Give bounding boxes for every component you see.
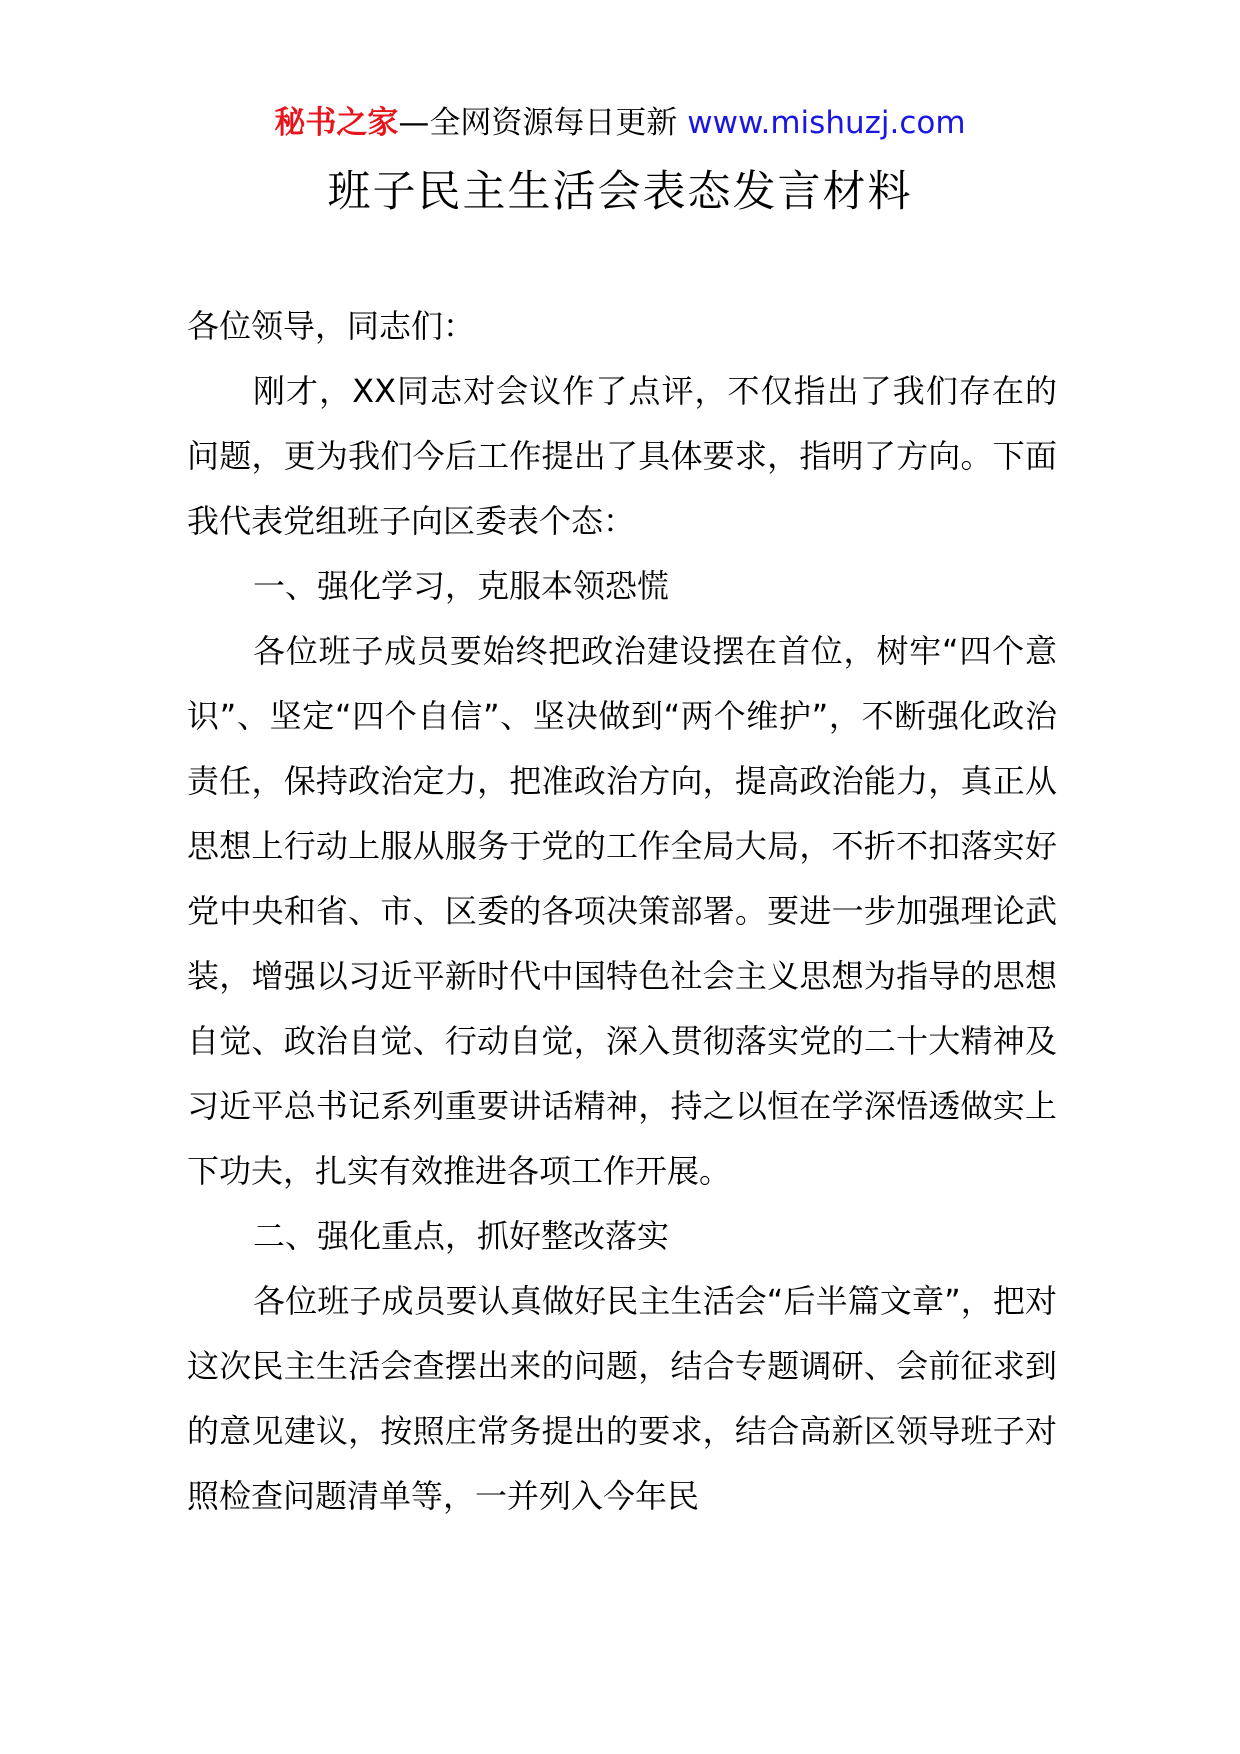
paragraph-section-1: 各位班子成员要始终把政治建设摆在首位，树牢“四个意识”、坚定“四个自信”、坚决做到“两个维护”，不断强化政治责任，保持政治定力，把准政治方向，提高政治能力，真正从思想上行动上服从服务于党的工作全局大局，不折不扣落实好党中央和省、市、区委的各项决策部署。要进一步加强理论武装，增强以习近平新时代中国特色社会主义思想为指导的思想自觉、政治自觉、行动自觉，深入贯彻落实党的二十大精神及习近平总书记系列重要讲话精神，持之以恒在学深悟透做实上下功夫，扎实有效推进各项工作开展。	[187, 632, 1057, 1190]
document-body	[187, 294, 1057, 1529]
brand-name: 秘书之家	[274, 105, 399, 141]
site-header	[0, 100, 1240, 146]
section-heading-2: 二、强化重点，抓好整改落实	[253, 1217, 670, 1255]
salutation: 各位领导，同志们：	[187, 307, 476, 345]
site-url-link[interactable]: www.mishuzj.com	[687, 105, 966, 141]
section-heading-1: 一、强化学习，克服本领恐慌	[253, 567, 670, 605]
paragraph-intro: 刚才，XX同志对会议作了点评，不仅指出了我们存在的问题，更为我们今后工作提出了具体要求，指明了方向。下面我代表党组班子向区委表个态：	[187, 372, 1057, 540]
document-title: 班子民主生活会表态发言材料	[327, 167, 913, 217]
site-tagline: —全网资源每日更新	[398, 105, 688, 141]
paragraph-section-2: 各位班子成员要认真做好民主生活会“后半篇文章”，把对这次民主生活会查摆出来的问题，结合专题调研、会前征求到的意见建议，按照庄常务提出的要求，结合高新区领导班子对照检查问题清单等，一并列入今年民	[187, 1282, 1057, 1515]
